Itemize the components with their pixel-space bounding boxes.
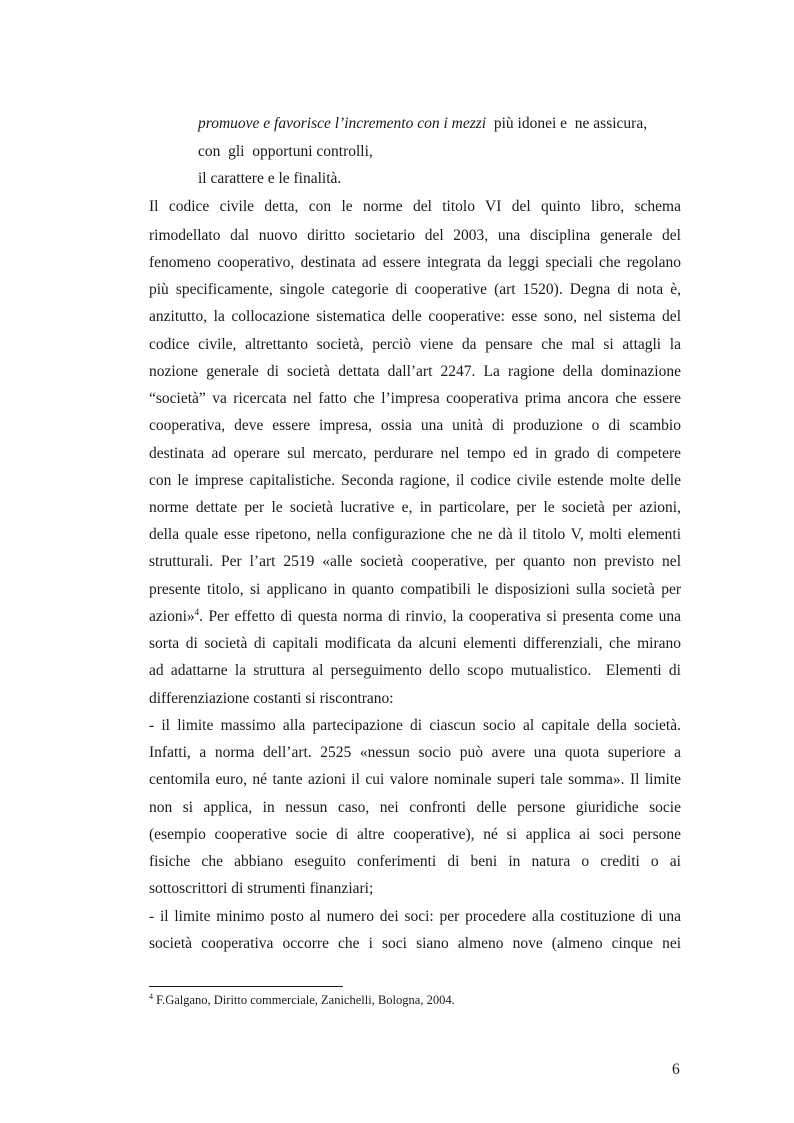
paragraph-line: anzitutto, la collocazione sistematica delle cooperative: esse sono, nel sistema del <box>149 308 681 325</box>
footnote-separator <box>149 986 343 987</box>
bullet-line: - il limite minimo posto al numero dei soci: per procedere alla costituzione di una <box>149 908 681 925</box>
paragraph-line: Il codice civile detta, con le norme del titolo VI del quinto libro, schema <box>149 198 681 215</box>
page-number: 6 <box>672 1061 680 1078</box>
paragraph-line: norme dettate per le società lucrative e, in particolare, per le società per azioni, <box>149 499 681 516</box>
paragraph-line: “società” va ricercata nel fatto che l’impresa cooperativa prima ancora che essere <box>149 390 681 407</box>
quote-text: più idonei e ne assicura, <box>486 115 648 132</box>
footnote-reference[interactable]: 4 <box>194 607 200 617</box>
quote-line-3: il carattere e le finalità. <box>198 170 342 187</box>
paragraph-line: strutturali. Per l’art 2519 «alle società cooperative, per quanto non previsto nel <box>149 553 681 570</box>
paragraph-line: più specificamente, singole categorie di cooperative (art 1520). Degna di nota è, <box>149 281 681 298</box>
paragraph-line: presente titolo, si applicano in quanto compatibili le disposizioni sulla società per <box>149 581 681 598</box>
paragraph-line: rimodellato dal nuovo diritto societario del 2003, una disciplina generale del <box>149 227 681 244</box>
bullet-line: non si applica, in nessun caso, nei confronti delle persone giuridiche socie <box>149 799 681 816</box>
paragraph-line: della quale esse ripetono, nella configurazione che ne dà il titolo V, molti elementi <box>149 526 681 543</box>
paragraph-line: codice civile, altrettanto società, perciò viene da pensare che mal si attagli la <box>149 336 681 353</box>
paragraph-text: . Per effetto di questa norma di rinvio, la cooperativa si presenta come una <box>199 608 681 625</box>
paragraph-line: con le imprese capitalistiche. Seconda ragione, il codice civile estende molte delle <box>149 472 681 489</box>
quote-line-1 <box>198 114 647 134</box>
paragraph-last-line: differenziazione costanti si riscontrano: <box>149 690 394 707</box>
paragraph-line: fenomeno cooperativo, destinata ad essere integrata da leggi speciali che regolano <box>149 254 681 271</box>
bullet-last-line: sottoscrittori di strumenti finanziari; <box>149 880 374 897</box>
paragraph-line: destinata ad operare sul mercato, perdurare nel tempo ed in grado di competere <box>149 445 681 462</box>
bullet-line: centomila euro, né tante azioni il cui valore nominale superi tale somma». Il limite <box>149 771 681 788</box>
quote-line-2: con gli opportuni controlli, <box>198 143 373 160</box>
bullet-line: società cooperativa occorre che i soci siano almeno nove (almeno cinque nei <box>149 935 681 952</box>
bullet-line: - il limite massimo alla partecipazione di ciascun socio al capitale della società. <box>149 717 681 734</box>
paragraph-line: cooperativa, deve essere impresa, ossia una unità di produzione o di scambio <box>149 417 681 434</box>
paragraph-line: sorta di società di capitali modificata da alcuni elementi differenziali, che mirano <box>149 635 681 652</box>
bullet-line: (esempio cooperative socie di altre cooperative), né si applica ai soci persone <box>149 826 681 843</box>
paragraph-line: nozione generale di società dettata dall’art 2247. La ragione della dominazione <box>149 363 681 380</box>
paragraph-text: azioni» <box>149 608 195 625</box>
bullet-line: fisiche che abbiano eseguito conferimenti di beni in natura o crediti o ai <box>149 853 681 870</box>
paragraph-line: ad adattarne la struttura al perseguimento dello scopo mutualistico. Elementi di <box>149 662 681 679</box>
quote-italic-text: promuove e favorisce l’incremento con i mezzi <box>198 115 487 132</box>
footnote-number: 4 <box>149 991 153 1001</box>
footnote-text: F.Galgano, Diritto commerciale, Zanichelli, Bologna, 2004. <box>153 993 455 1007</box>
paragraph-line-with-footnote <box>149 607 681 627</box>
bullet-line: Infatti, a norma dell’art. 2525 «nessun socio può avere una quota superiore a <box>149 744 681 761</box>
footnote <box>149 992 455 1008</box>
